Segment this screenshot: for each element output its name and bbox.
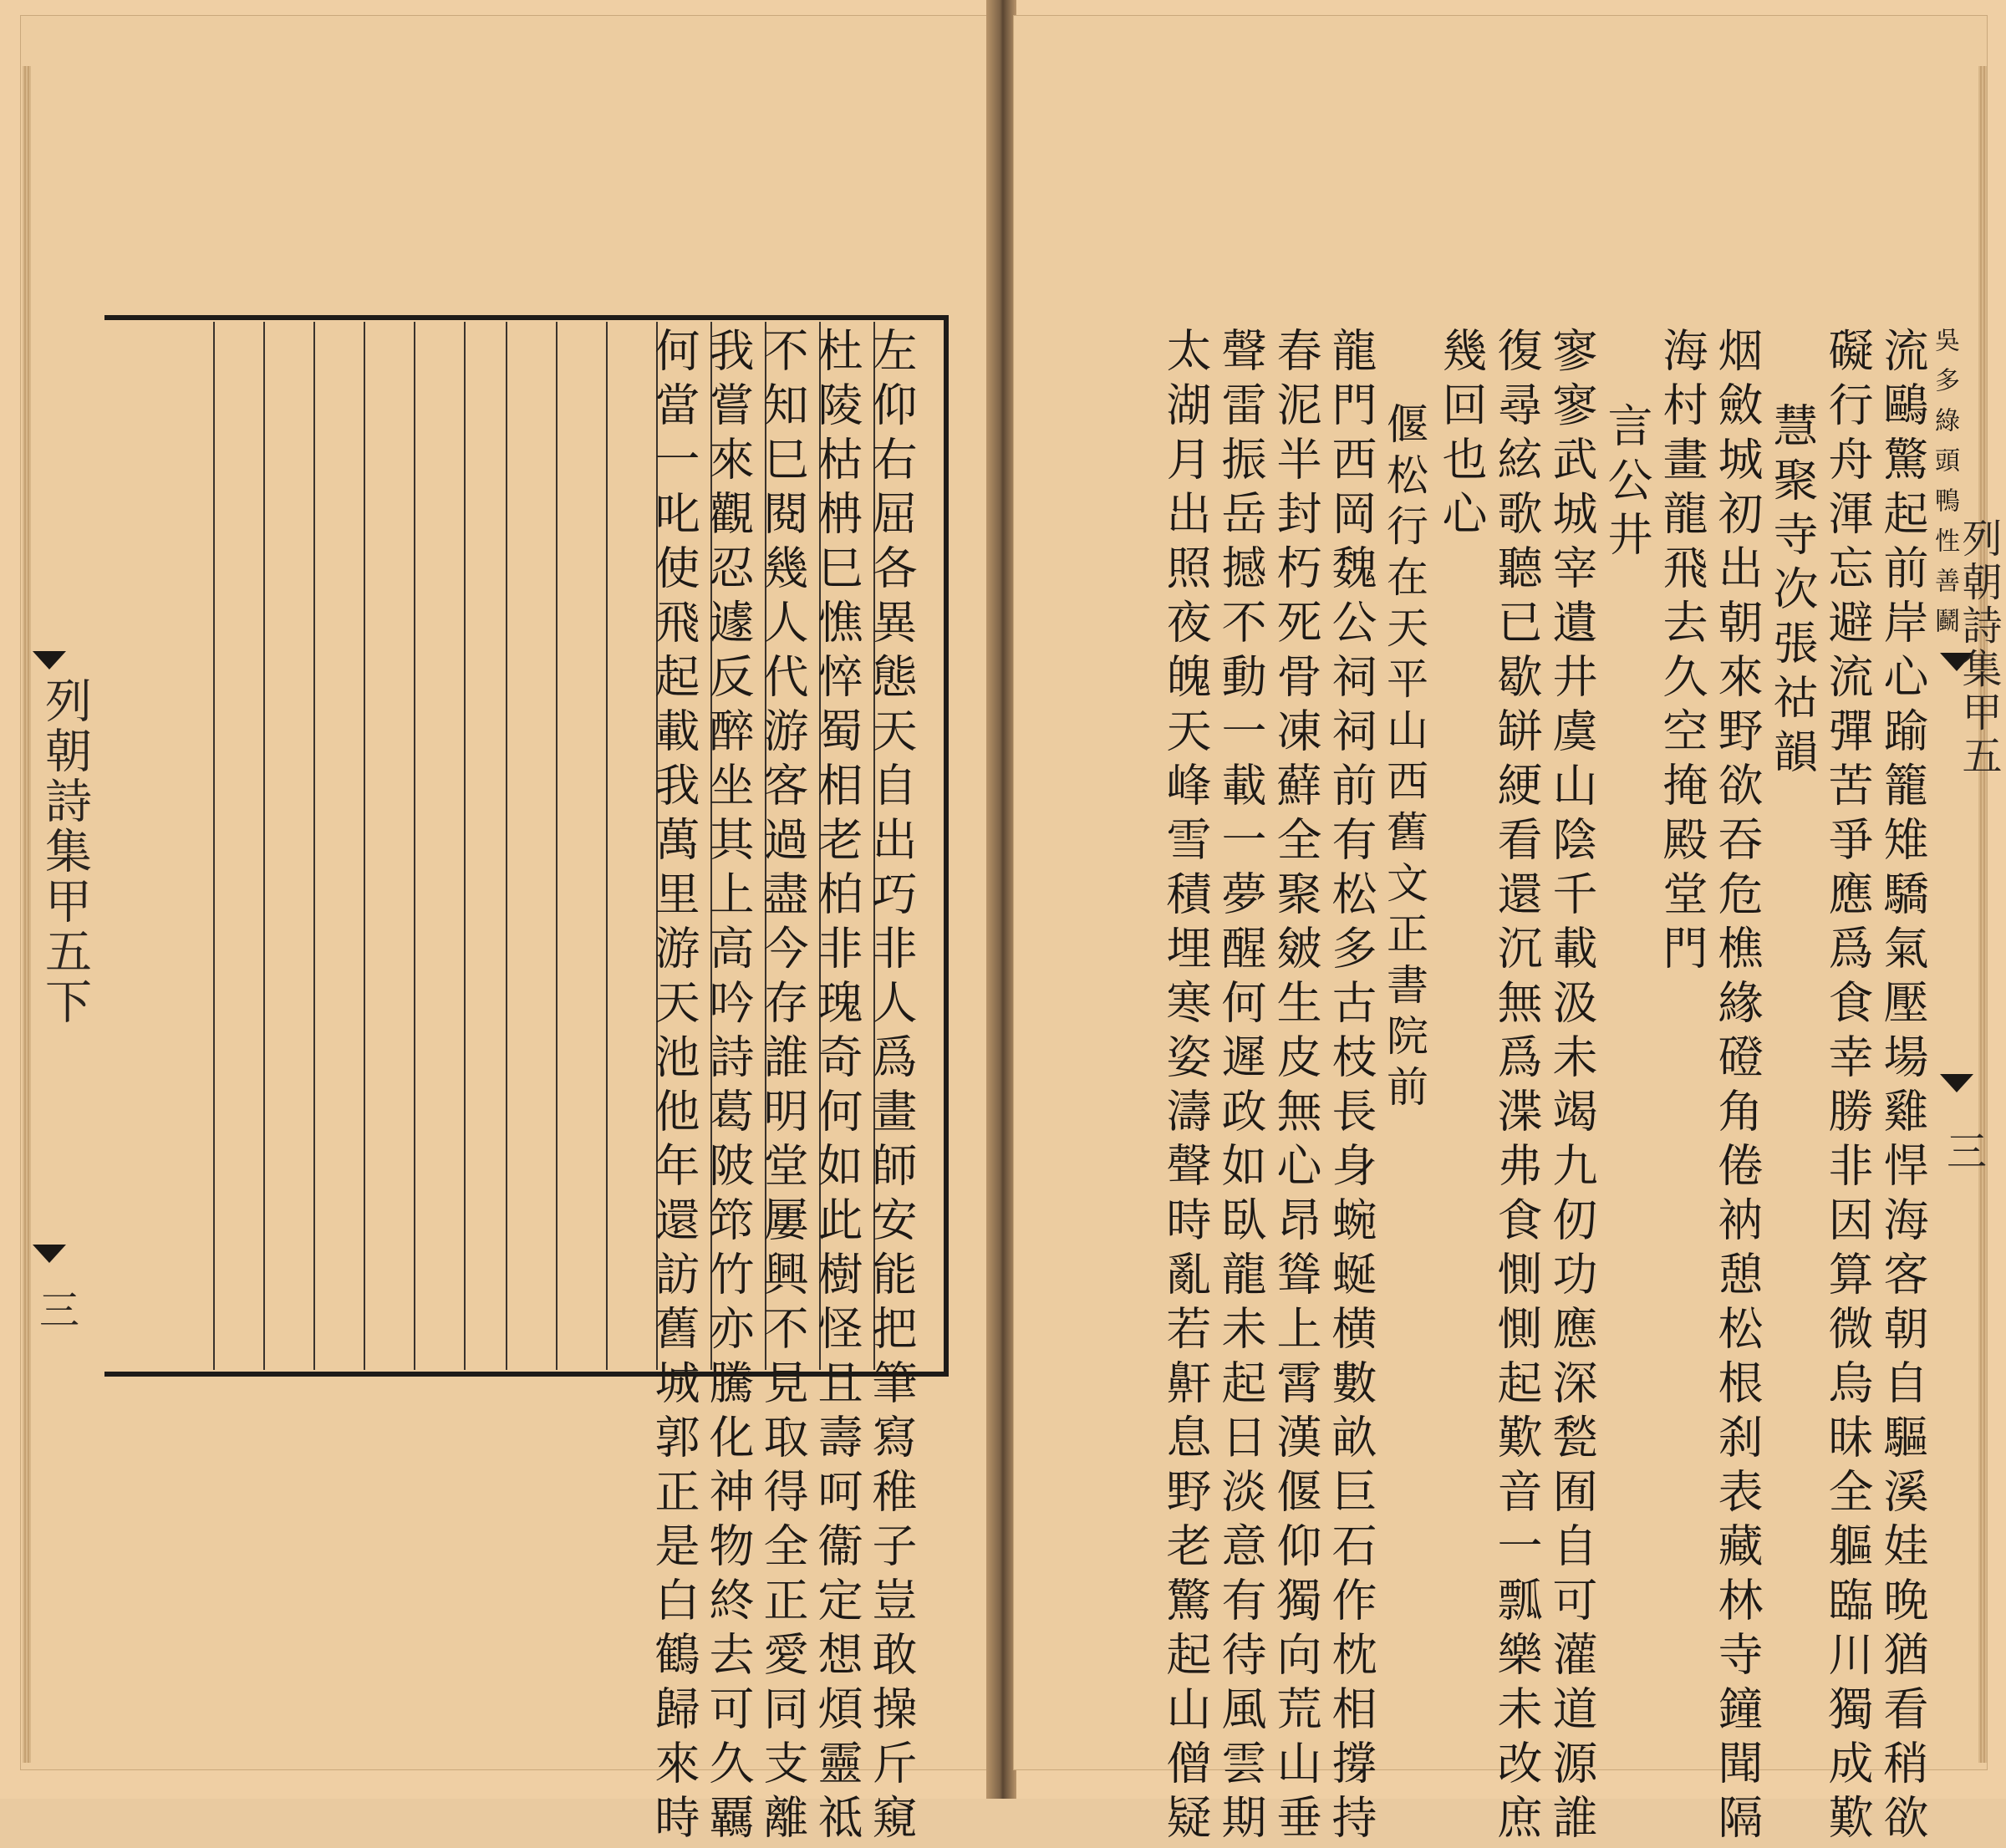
- fishtail-mark: [33, 1245, 66, 1266]
- text-column: 太湖月出照夜魄天峰雪積埋寒姿濤聲時亂若鼾息野老驚起山僧疑: [1159, 327, 1212, 1848]
- annotation-column: 吳多綠頭鴨性善鬬: [1930, 327, 1959, 648]
- column-rule: [263, 322, 265, 1370]
- book-gutter: [986, 0, 1016, 1799]
- text-column: 復尋絃歌聽已歇缾綆看還沉無爲渫弗食惻惻起歎音一瓢樂未改庶: [1490, 327, 1543, 1848]
- page-edge-stripes: [1978, 66, 1987, 1763]
- margin-title: 列朝詩集甲五下: [38, 676, 92, 1027]
- text-column: 何當一叱使飛起載我萬里游天池他年還訪舊城郭正是白鶴歸來時: [648, 327, 700, 1848]
- text-column: 海村畫龍飛去久空掩殿堂門: [1656, 327, 1708, 979]
- page-number: 三: [1947, 1128, 1988, 1175]
- text-column: 幾回也心: [1435, 327, 1488, 544]
- text-column: 流鷗驚起前岸心踰籠雉驕氣壓場雞悍海客朝自驅溪娃晚猶看稍欲: [1876, 327, 1929, 1848]
- text-column: 寥寥武城宰遺井虞山陰千載汲未竭九仞功應深甃囿自可灌道源誰: [1545, 327, 1598, 1848]
- text-column: 聲雷振岳撼不動一載一夢醒何遲政如臥龍未起日淡意有待風雲期: [1214, 327, 1267, 1848]
- page-number: 三: [39, 1287, 80, 1334]
- text-column: 我嘗來觀忍遽反醉坐其上高吟詩葛陂筇竹亦騰化神物終去可久覊: [702, 327, 755, 1848]
- poem-title: 偃松行在天平山西舊文正書院前: [1380, 402, 1428, 1116]
- text-column: 烟斂城初出朝來野欲吞危樵緣磴角倦衲憩松根刹表藏林寺鐘聞隔: [1711, 327, 1764, 1848]
- column-rule: [556, 322, 558, 1370]
- poem-title: 慧聚寺次張祜韻: [1766, 402, 1819, 782]
- left-page: [20, 15, 990, 1848]
- column-rule: [213, 322, 215, 1370]
- fishtail-mark: [33, 651, 66, 673]
- column-rule: [506, 322, 507, 1370]
- text-column: 杜陵枯柟巳憔悴蜀相老柏非瑰奇何如此樹怪且壽呵衞定想煩靈祗: [811, 327, 863, 1848]
- column-rule: [414, 322, 415, 1370]
- page-edge-stripes: [23, 66, 31, 1763]
- column-rule: [464, 322, 466, 1370]
- text-column: 龍門西岡魏公祠祠前有松多古枝長身蜿蜒横數畝巨石作枕相撐持: [1325, 327, 1377, 1848]
- poem-title: 言公井: [1601, 402, 1653, 565]
- fishtail-mark: [1940, 1074, 1973, 1096]
- text-column: 不知巳閱幾人代游客過盡今存誰明堂屢興不見取得全正愛同支離: [756, 327, 809, 1848]
- column-rule: [364, 322, 365, 1370]
- column-rule: [313, 322, 315, 1370]
- right-page: [1013, 15, 2002, 1848]
- column-rule: [606, 322, 608, 1370]
- text-column: 春泥半封朽死骨凍蘚全聚皴生皮無心昂聳上霄漢偃仰獨向荒山垂: [1270, 327, 1322, 1848]
- margin-title: 列朝詩集甲五: [1955, 517, 2002, 778]
- text-column: 左仰右屈各異態天自出巧非人爲畫師安能把筆寫稚子豈敢操斤窺: [865, 327, 918, 1848]
- text-column: 礙行舟渾忘避流彈苦爭應爲食幸勝非因算微烏昧全軀臨川獨成歎: [1821, 327, 1874, 1848]
